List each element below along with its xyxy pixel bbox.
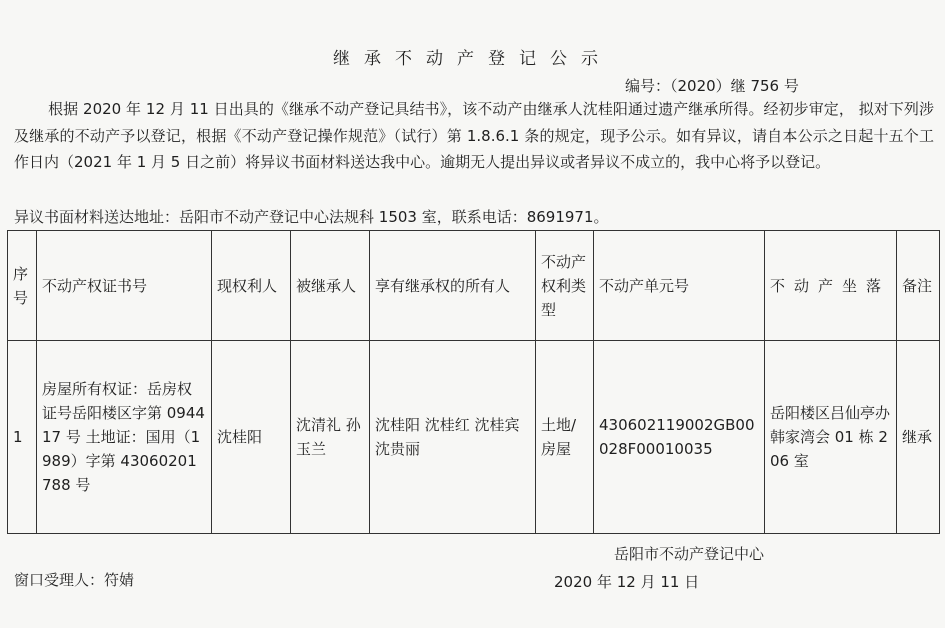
header-note: 备注	[897, 231, 940, 341]
header-seq: 序号	[8, 231, 37, 341]
issue-date: 2020 年 12 月 11 日	[554, 573, 700, 591]
document-number: 编号：（2020）继 756 号	[625, 77, 799, 95]
header-cert: 不动产权证书号	[37, 231, 212, 341]
cell-location: 岳阳楼区吕仙亭办韩家湾会 01 栋 206 室	[765, 341, 897, 534]
cell-right-type: 土地/房屋	[536, 341, 594, 534]
cell-heirs: 沈桂阳 沈桂红 沈桂宾 沈贵丽	[370, 341, 536, 534]
objection-address: 异议书面材料送达地址：岳阳市不动产登记中心法规科 1503 室，联系电话：8691971。	[14, 208, 609, 226]
document-title: 继承不动产登记公示	[333, 49, 612, 69]
notice-body-text: 根据 2020 年 12 月 11 日出具的《继承不动产登记具结书》，该不动产由继承人沈桂阳通过遗产继承所得。经初步审定， 拟对下列涉及继承的不动产予以登记，根据《不动产登记操作规范》（试行）第 1.8.6.1 条的规定，现予公示。如有异议，请自本公示之日起十五个工作日内（2021 年 1 月 5 日之前）将异议书面材料送达我中心。逾期无人提出异议或者异议不成立的，我中心将予以登记。	[14, 100, 934, 171]
header-heirs: 享有继承权的所有人	[370, 231, 536, 341]
cell-deceased: 沈清礼 孙玉兰	[291, 341, 370, 534]
header-unit-no: 不动产单元号	[594, 231, 765, 341]
cell-seq: 1	[8, 341, 37, 534]
registration-table	[7, 230, 940, 534]
cell-current-owner: 沈桂阳	[212, 341, 291, 534]
table-row	[8, 341, 940, 534]
notice-body	[14, 96, 934, 176]
table-header-row	[8, 231, 940, 341]
issuing-organization: 岳阳市不动产登记中心	[614, 545, 765, 563]
header-location: 不动产坐落	[765, 231, 897, 341]
cell-note: 继承	[897, 341, 940, 534]
window-receiver: 窗口受理人：符婧	[14, 571, 135, 589]
cell-cert: 房屋所有权证：岳房权证号岳阳楼区字第 094417 号 土地证：国用（1989）字第 43060201788 号	[37, 341, 212, 534]
header-deceased: 被继承人	[291, 231, 370, 341]
header-right-type: 不动产权利类型	[536, 231, 594, 341]
cell-unit-no: 430602119002GB00028F00010035	[594, 341, 765, 534]
header-current-owner: 现权利人	[212, 231, 291, 341]
